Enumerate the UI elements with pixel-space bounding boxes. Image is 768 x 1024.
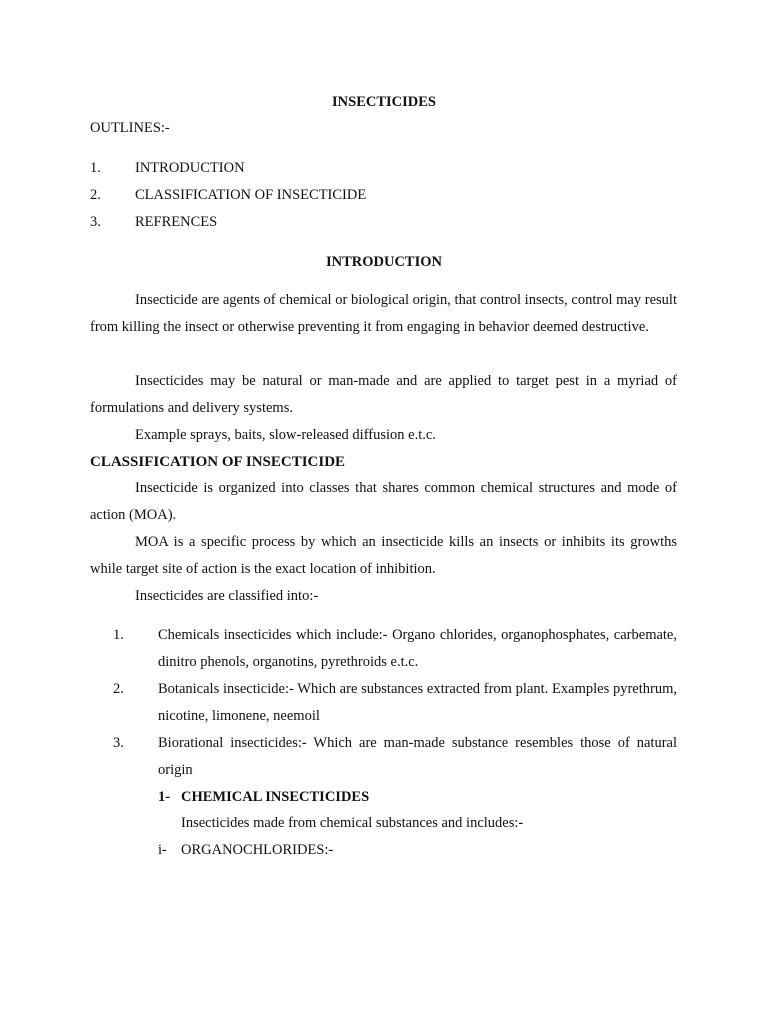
chemical-heading-num: 1-: [158, 789, 171, 805]
chemical-heading: CHEMICAL INSECTICIDES: [181, 789, 370, 805]
classification-paragraph: MOA is a specific process by which an insecticide kills an insects or inhibits its growths while target site of action is the exact location of inhibition.: [90, 534, 677, 577]
outline-item-num: 2.: [90, 187, 101, 203]
sub-heading: ORGANOCHLORIDES:-: [181, 842, 334, 858]
outlines-label: OUTLINES:-: [90, 120, 170, 136]
outline-item-text: CLASSIFICATION OF INSECTICIDE: [135, 187, 367, 203]
class-item-num: 3.: [113, 735, 124, 751]
outline-item-num: 1.: [90, 160, 101, 176]
document-title: INSECTICIDES: [332, 94, 436, 110]
class-item-text: Biorational insecticides:- Which are man-made substance resembles those of natural origin: [158, 735, 677, 778]
class-item-text: Chemicals insecticides which include:- Organo chlorides, organophosphates, carbemate, dinitro phenols, organotins, pyrethroids e.t.c.: [158, 627, 677, 670]
sub-heading-num: i-: [158, 842, 167, 858]
classification-paragraph: Insecticide is organized into classes that shares common chemical structures and mode of action (MOA).: [90, 480, 677, 523]
intro-paragraph: Insecticides may be natural or man-made and are applied to target pest in a myriad of formulations and delivery systems.: [90, 373, 677, 416]
outline-item-num: 3.: [90, 214, 101, 230]
intro-heading: INTRODUCTION: [325, 254, 442, 270]
intro-paragraph: Insecticide are agents of chemical or biological origin, that control insects, control may result from killing the insect or otherwise preventing it from engaging in behavior deemed destructive.: [90, 292, 677, 335]
outline-item-text: INTRODUCTION: [135, 160, 245, 176]
chemical-text: Insecticides made from chemical substances and includes:-: [181, 815, 524, 831]
classification-heading: CLASSIFICATION OF INSECTICIDE: [90, 454, 346, 470]
outline-item-text: REFRENCES: [135, 214, 218, 230]
classification-paragraph: Insecticides are classified into:-: [135, 588, 319, 604]
class-item-num: 1.: [113, 627, 124, 643]
class-item-text: Botanicals insecticide:- Which are substances extracted from plant. Examples pyrethrum, nicotine, limonene, neemoil: [158, 681, 677, 724]
class-item-num: 2.: [113, 681, 124, 697]
intro-paragraph: Example sprays, baits, slow-released diffusion e.t.c.: [135, 427, 436, 443]
